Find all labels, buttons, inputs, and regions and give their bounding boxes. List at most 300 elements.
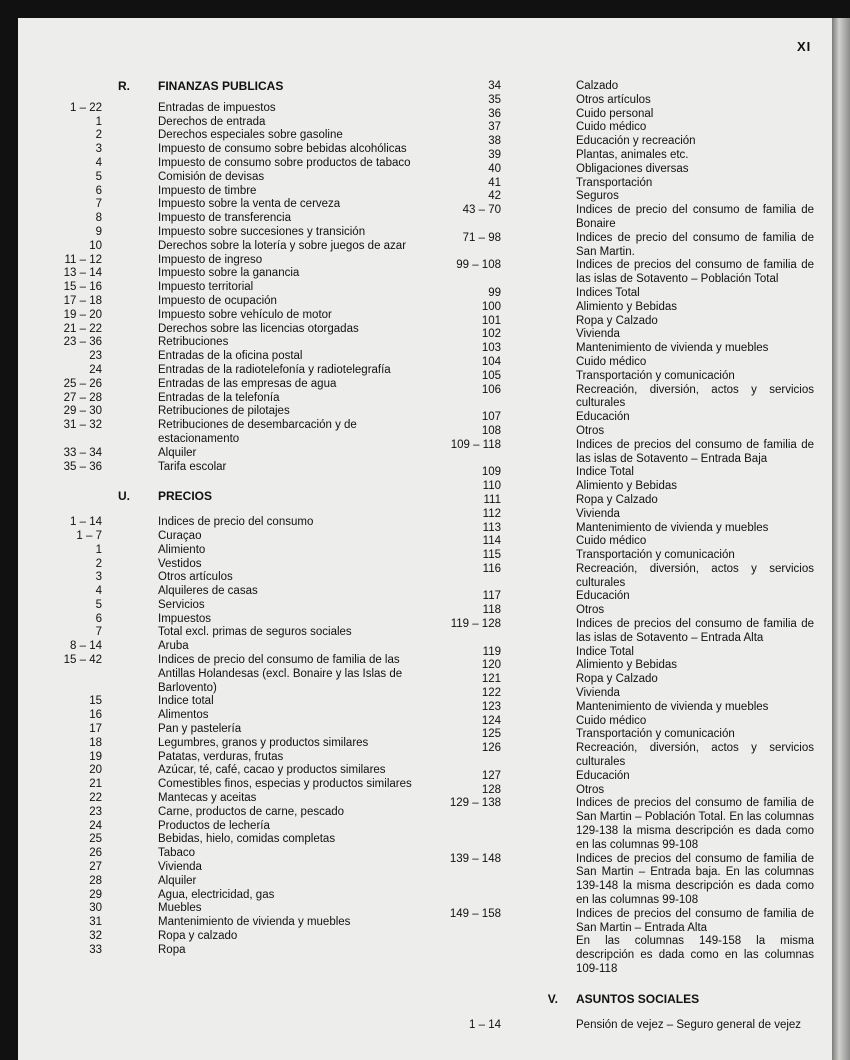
list-item	[38, 129, 418, 143]
item-number: 21 – 22	[63, 322, 102, 335]
item-number: 119 – 128	[450, 618, 501, 631]
item-number: 1 – 14	[70, 516, 102, 529]
spacer	[38, 504, 418, 516]
list-item	[436, 687, 814, 701]
list-item	[38, 267, 418, 281]
item-text: Indices de precios del consumo de familia de San Martin – Población Total. En las columnas 129-138 la misma descripción es dada como en las columnas 99-108	[576, 797, 814, 851]
item-text: Impuesto de transferencia	[158, 212, 291, 225]
item-text: Retribuciones	[158, 336, 229, 349]
item-text: Muebles	[158, 902, 202, 915]
item-text: Comisión de devisas	[158, 170, 265, 183]
spacer	[436, 1007, 814, 1019]
item-text: Derechos especiales sobre gasoline	[158, 129, 343, 142]
item-text: Mantenimiento de vivienda y muebles	[158, 916, 351, 929]
list-item	[436, 425, 814, 439]
item-number: 42	[488, 190, 501, 203]
list-item	[436, 770, 814, 784]
list-item	[436, 466, 814, 480]
section-u-continued-list	[436, 80, 814, 935]
list-item	[436, 646, 814, 660]
list-item	[436, 908, 814, 936]
item-text: Impuesto de consumo sobre bebidas alcohólicas	[158, 143, 407, 156]
list-item	[436, 618, 814, 646]
list-item	[38, 709, 418, 723]
document-page	[18, 18, 832, 1060]
section-title: PRECIOS	[158, 489, 213, 504]
item-text: Impuesto territorial	[158, 281, 254, 294]
list-item	[38, 833, 418, 847]
item-text: Cuido personal	[576, 107, 654, 120]
list-item	[38, 737, 418, 751]
item-number: 41	[488, 176, 501, 189]
list-item	[38, 254, 418, 268]
list-item	[436, 80, 814, 94]
list-item	[38, 571, 418, 585]
item-text: Productos de lechería	[158, 819, 270, 832]
item-number: 109 – 118	[450, 438, 501, 451]
list-item	[436, 315, 814, 329]
item-text: Tarifa escolar	[158, 460, 227, 473]
item-text: Vivienda	[576, 328, 620, 341]
item-text: Impuesto sobre vehículo de motor	[158, 308, 332, 321]
item-number: 31	[89, 916, 102, 929]
item-text: Impuesto sobre la venta de cerveza	[158, 198, 341, 211]
item-text: Patatas, verduras, frutas	[158, 750, 284, 763]
item-number: 29	[89, 888, 102, 901]
item-number: 7	[95, 198, 102, 211]
left-column	[38, 80, 418, 958]
item-number: 127	[481, 769, 501, 782]
item-text: Comestibles finos, especias y productos similares	[158, 778, 412, 791]
item-text: Mantenimiento de vivienda y muebles	[576, 521, 769, 534]
item-number: 4	[95, 585, 102, 598]
section-r-list	[38, 102, 418, 475]
item-number: 33 – 34	[63, 446, 102, 459]
item-number: 128	[481, 783, 501, 796]
item-number: 1	[95, 115, 102, 128]
item-number: 11 – 12	[64, 253, 102, 266]
list-item	[436, 149, 814, 163]
item-text: Impuesto sobre la ganancia	[158, 267, 300, 280]
item-text: Derechos de entrada	[158, 115, 266, 128]
item-number: 104	[481, 355, 501, 368]
item-text: Cuido médico	[576, 714, 647, 727]
list-item	[436, 673, 814, 687]
item-text: Ropa y Calzado	[576, 673, 658, 686]
item-number: 139 – 148	[449, 852, 501, 865]
item-number: 129 – 138	[449, 797, 501, 810]
item-text: Curaçao	[158, 529, 202, 542]
item-number: 100	[481, 300, 501, 313]
item-number: 117	[482, 590, 501, 603]
item-text: Alimentos	[158, 709, 209, 722]
item-number: 121	[481, 673, 501, 686]
list-item	[38, 640, 418, 654]
item-number: 1 – 7	[76, 529, 102, 542]
item-number: 35 – 36	[63, 460, 102, 473]
item-number: 112	[482, 507, 501, 520]
list-item	[38, 364, 418, 378]
item-text: Recreación, diversión, actos y servicios culturales	[576, 383, 814, 410]
list-item	[436, 204, 814, 232]
item-text: Vestidos	[158, 557, 202, 570]
item-number: 3	[95, 143, 102, 156]
item-number: 7	[95, 626, 102, 639]
item-number: 34	[488, 80, 501, 92]
item-text: Indice Total	[576, 645, 634, 658]
list-item	[436, 508, 814, 522]
item-text: Otros	[576, 783, 605, 796]
item-text: Transportación y comunicación	[576, 728, 735, 741]
item-number: 21	[89, 778, 102, 791]
spacer	[38, 474, 418, 490]
item-number: 13 – 14	[63, 267, 102, 280]
item-text: Alquiler	[158, 874, 197, 887]
item-text: Alimiento y Bebidas	[576, 659, 677, 672]
book-edge	[832, 18, 850, 1060]
list-item	[436, 328, 814, 342]
list-item	[436, 108, 814, 122]
item-text: Transportación y comunicación	[576, 549, 735, 562]
item-text: Derechos sobre las licencias otorgadas	[158, 322, 359, 335]
item-text: Otros	[576, 604, 605, 617]
item-text: Transportación	[576, 176, 653, 189]
item-text: Impuestos	[158, 612, 212, 625]
item-number: 36	[488, 107, 501, 120]
list-item	[38, 613, 418, 627]
list-item	[38, 751, 418, 765]
list-item	[436, 659, 814, 673]
item-text: Mantenimiento de vivienda y muebles	[576, 700, 769, 713]
item-text: Servicios	[158, 598, 205, 611]
section-u-heading	[38, 490, 418, 504]
item-number: 24	[89, 363, 102, 376]
item-text: Impuesto de consumo sobre productos de tabaco	[158, 156, 411, 169]
item-text: Pan y pastelería	[158, 723, 242, 736]
spacer	[436, 977, 814, 993]
item-text: Vivienda	[576, 687, 620, 700]
section-letter: V.	[547, 991, 558, 1006]
right-column	[436, 80, 814, 1032]
list-item	[436, 384, 814, 412]
item-text: Impuesto de timbre	[158, 184, 257, 197]
list-item	[436, 356, 814, 370]
list-item	[38, 875, 418, 889]
item-number: 1 – 14	[469, 1018, 501, 1031]
list-item	[38, 419, 418, 447]
list-item	[436, 1019, 814, 1033]
item-text: Entradas de la radiotelefonía y radiotelegrafía	[158, 363, 391, 376]
list-item	[436, 728, 814, 742]
item-number: 2	[95, 557, 102, 570]
list-item	[38, 323, 418, 337]
item-number: 25 – 26	[63, 377, 102, 390]
item-number: 108	[481, 424, 501, 437]
list-item	[38, 447, 418, 461]
item-text: Legumbres, granos y productos similares	[158, 736, 369, 749]
item-text: Tabaco	[158, 847, 196, 860]
item-number: 19 – 20	[63, 308, 102, 321]
item-number: 1	[95, 543, 102, 556]
list-item	[38, 281, 418, 295]
item-number: 105	[481, 369, 501, 382]
item-text: Vivienda	[158, 861, 202, 874]
item-text: Azúcar, té, café, cacao y productos similares	[158, 764, 386, 777]
list-item	[436, 301, 814, 315]
item-number: 99	[488, 286, 501, 299]
list-item	[38, 626, 418, 640]
item-text: Indices de precio del consumo de familia de Bonaire	[576, 204, 814, 230]
list-item	[38, 585, 418, 599]
list-item	[436, 121, 814, 135]
item-text: Plantas, animales etc.	[576, 148, 689, 161]
item-text: Retribuciones de desembarcación y de estacionamento	[158, 419, 357, 445]
item-text: Recreación, diversión, actos y servicios culturales	[576, 742, 814, 769]
item-number: 119	[482, 645, 501, 658]
section-letter: R.	[118, 79, 130, 93]
item-number: 43 – 70	[462, 204, 501, 217]
item-number: 20	[89, 764, 102, 777]
item-text: Indices de precio del consumo de familia de las Antillas Holandesas (excl. Bonaire y las Islas de Barlovento)	[158, 654, 403, 694]
list-item	[38, 198, 418, 212]
item-text: Impuesto de ocupación	[158, 294, 277, 307]
list-item	[436, 439, 814, 467]
list-item	[38, 889, 418, 903]
item-number: 37	[488, 121, 501, 134]
list-item	[436, 480, 814, 494]
item-number: 102	[481, 328, 501, 341]
item-text: Alquiler	[158, 446, 197, 459]
list-item	[38, 778, 418, 792]
item-text: Alimiento y Bebidas	[576, 300, 677, 313]
item-number: 126	[481, 742, 501, 755]
list-item	[38, 599, 418, 613]
section-v-heading	[436, 993, 814, 1007]
item-number: 109	[481, 466, 501, 479]
item-number: 111	[483, 493, 501, 506]
item-number: 115	[482, 549, 501, 562]
list-item	[436, 715, 814, 729]
item-text: Carne, productos de carne, pescado	[158, 805, 345, 818]
item-number: 23	[89, 805, 102, 818]
list-item	[436, 94, 814, 108]
item-number: 27 – 28	[63, 391, 102, 404]
item-text: Educación y recreación	[576, 135, 696, 148]
section-v-list	[436, 1019, 814, 1033]
list-item	[436, 190, 814, 204]
list-item	[38, 378, 418, 392]
spacer	[38, 94, 418, 102]
item-number: 30	[89, 902, 102, 915]
item-number: 18	[89, 736, 102, 749]
item-text: Vivienda	[576, 507, 620, 520]
item-number: 122	[481, 687, 501, 700]
item-text: Pensión de vejez – Seguro general de vejez	[576, 1018, 802, 1031]
list-item	[436, 177, 814, 191]
item-number: 25	[89, 833, 102, 846]
item-text: Indices Total	[576, 286, 640, 299]
item-number: 1 – 22	[70, 101, 102, 114]
item-number: 31 – 32	[63, 419, 102, 432]
list-item	[436, 853, 814, 908]
list-item	[38, 654, 418, 695]
item-text: Cuido médico	[576, 355, 647, 368]
item-number: 10	[89, 239, 102, 252]
item-text: Indices de precio del consumo de familia de San Martin.	[576, 231, 814, 258]
item-number: 33	[89, 943, 102, 956]
item-number: 15 – 16	[63, 281, 102, 294]
item-number: 103	[481, 342, 501, 355]
list-item	[436, 935, 814, 976]
item-text: Mantecas y aceitas	[158, 792, 257, 805]
list-item	[38, 695, 418, 709]
item-text: Indices de precios del consumo de familia de San Martin – Entrada baja. En las columnas 139-148 la misma descripción es dada como en las columnas 99-108	[576, 852, 814, 907]
item-number: 6	[95, 184, 102, 197]
item-number: 114	[482, 535, 501, 548]
item-number: 40	[488, 162, 501, 175]
list-item	[436, 135, 814, 149]
item-number: 38	[488, 135, 501, 148]
list-item	[38, 350, 418, 364]
item-number: 28	[89, 874, 102, 887]
item-number: 2	[95, 129, 102, 142]
list-item	[38, 212, 418, 226]
list-item	[38, 295, 418, 309]
list-item	[38, 226, 418, 240]
list-item	[38, 392, 418, 406]
list-item	[436, 701, 814, 715]
list-item	[436, 549, 814, 563]
item-number: 149 – 158	[449, 907, 501, 920]
section-title: FINANZAS PUBLICAS	[158, 79, 284, 93]
list-item	[436, 590, 814, 604]
list-item	[38, 516, 418, 530]
list-item	[38, 530, 418, 544]
item-number: 15 – 42	[63, 654, 102, 667]
item-number: 9	[95, 225, 102, 238]
list-item	[436, 163, 814, 177]
item-text: Ropa y Calzado	[576, 314, 658, 327]
section-r-heading	[38, 80, 418, 94]
list-item	[436, 232, 814, 260]
item-text: Otros artículos	[158, 571, 233, 584]
item-text: Indices de precios del consumo de familia de las islas de Sotavento – Entrada Baja	[576, 438, 814, 465]
item-number: 4	[95, 156, 102, 169]
item-number: 19	[89, 750, 102, 763]
item-text: Alquileres de casas	[158, 585, 258, 598]
item-text: Cuido médico	[576, 121, 647, 134]
item-text: Ropa	[158, 943, 186, 956]
list-item	[38, 723, 418, 737]
list-item	[38, 157, 418, 171]
item-text: Indices de precio del consumo	[158, 516, 314, 529]
item-number: 6	[95, 612, 102, 625]
item-number: 125	[481, 728, 501, 741]
item-number: 118	[482, 604, 501, 617]
section-title: ASUNTOS SOCIALES	[576, 991, 700, 1006]
list-item	[38, 930, 418, 944]
item-note: En las columnas 149-158 la misma descripción es dada como en las columnas 109-118	[576, 935, 814, 975]
list-item	[38, 944, 418, 958]
item-number: 106	[481, 383, 501, 396]
list-item	[436, 287, 814, 301]
list-item	[436, 494, 814, 508]
list-item	[38, 847, 418, 861]
item-number: 3	[95, 571, 102, 584]
item-text: Educación	[576, 411, 630, 424]
list-item	[436, 370, 814, 384]
item-number: 8	[95, 212, 102, 225]
item-number: 23	[89, 350, 102, 363]
item-number: 101	[481, 314, 501, 327]
item-text: Indice total	[158, 695, 214, 708]
item-text: Aruba	[158, 640, 189, 653]
item-text: Educación	[576, 769, 630, 782]
list-item	[436, 535, 814, 549]
item-text: Alimiento y Bebidas	[576, 480, 677, 493]
item-number: 5	[95, 170, 102, 183]
item-text: Entradas de impuestos	[158, 101, 276, 114]
item-number: 24	[89, 819, 102, 832]
item-text: Derechos sobre la lotería y sobre juegos de azar	[158, 239, 407, 252]
list-item	[38, 240, 418, 254]
item-number: 123	[481, 700, 501, 713]
item-text: Educación	[576, 590, 630, 603]
item-text: Cuido médico	[576, 535, 647, 548]
item-number: 8 – 14	[70, 640, 102, 653]
list-item	[436, 342, 814, 356]
item-text: Calzado	[576, 80, 619, 92]
item-text: Alimiento	[158, 543, 206, 556]
item-text: Otros	[576, 424, 605, 437]
item-text: Seguros	[576, 190, 619, 203]
item-number: 17 – 18	[63, 294, 102, 307]
item-number: 71 – 98	[462, 231, 501, 244]
list-item	[38, 185, 418, 199]
list-item	[38, 916, 418, 930]
item-number: 120	[481, 659, 501, 672]
list-item	[436, 797, 814, 852]
list-item	[38, 902, 418, 916]
list-item	[38, 861, 418, 875]
item-text: Indices de precios del consumo de familia de las islas de Sotavento – Población Total	[576, 259, 814, 286]
item-text: Indices de precios del consumo de familia de las islas de Sotavento – Entrada Alta	[576, 618, 814, 644]
item-text: Otros artículos	[576, 93, 651, 106]
list-item	[436, 604, 814, 618]
item-number: 39	[488, 148, 501, 161]
item-number: 110	[482, 480, 501, 493]
list-item	[38, 336, 418, 350]
item-text: Entradas de las empresas de agua	[158, 377, 337, 390]
list-item	[38, 558, 418, 572]
item-number: 15	[89, 695, 102, 708]
section-letter: U.	[118, 489, 130, 504]
list-item	[38, 143, 418, 157]
list-item	[38, 764, 418, 778]
list-item	[436, 784, 814, 798]
list-item	[436, 742, 814, 770]
item-text: Obligaciones diversas	[576, 162, 689, 175]
item-number: 17	[89, 723, 102, 736]
list-item	[38, 102, 418, 116]
item-number: 32	[89, 930, 102, 943]
item-number: 124	[481, 714, 501, 727]
item-text: Recreación, diversión, actos y servicios culturales	[576, 562, 814, 589]
item-text: Ropa y Calzado	[576, 493, 658, 506]
item-number: 27	[89, 861, 102, 874]
item-number	[436, 935, 501, 976]
list-item	[38, 806, 418, 820]
